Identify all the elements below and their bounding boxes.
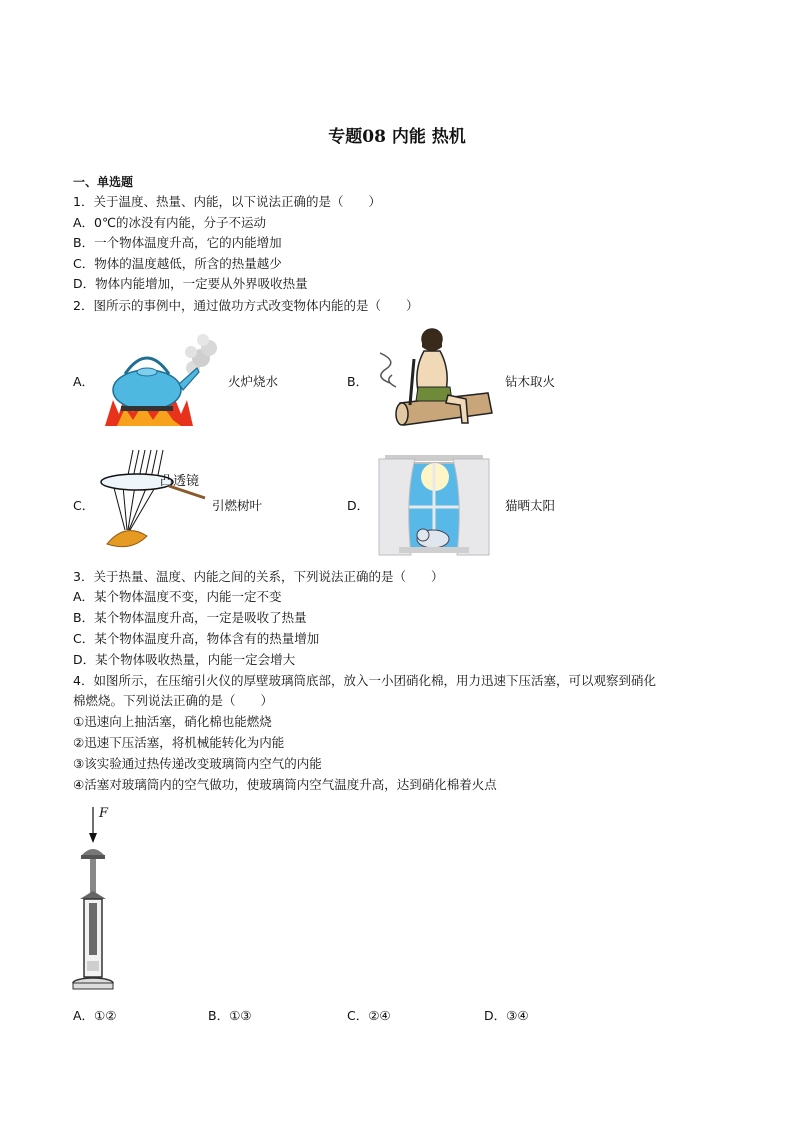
q3-option-a: A．某个物体温度不变，内能一定不变 — [73, 589, 282, 604]
base-icon — [73, 978, 113, 989]
glass-tube-icon — [80, 891, 106, 977]
q3-option-c: C．某个物体温度升高，物体含有的热量增加 — [73, 631, 320, 646]
steam-icon — [185, 334, 217, 375]
q4-statement-3: ③该实验通过热传递改变玻璃筒内空气的内能 — [73, 756, 322, 771]
q2-letter-a: A． — [73, 374, 95, 389]
lens-label: 凸透镜 — [160, 474, 200, 489]
smoke-icon — [380, 353, 396, 387]
q1-option-b: B．一个物体温度升高，它的内能增加 — [73, 235, 282, 250]
q2-caption-a: 火炉烧水 — [228, 374, 279, 389]
q1-option-a: A．0℃的冰没有内能，分子不运动 — [73, 215, 267, 230]
q2-letter-b: B． — [347, 374, 369, 389]
windowsill-icon — [399, 547, 469, 553]
page-title: 专题08 内能 热机 — [328, 127, 466, 147]
q4-statement-1: ①迅速向上抽活塞，硝化棉也能燃烧 — [73, 714, 272, 729]
q1-option-d: D．物体内能增加，一定要从外界吸收热量 — [73, 276, 308, 291]
q2-caption-c: 引燃树叶 — [212, 498, 263, 513]
q4-statement-2: ②迅速下压活塞，将机械能转化为内能 — [73, 735, 285, 750]
q4-answer-c: C．②④ — [347, 1008, 391, 1023]
q4-stem-line2: 棉燃烧。下列说法正确的是（ ） — [73, 693, 274, 708]
q2-letter-c: C． — [73, 498, 95, 513]
force-label: F — [99, 806, 109, 821]
q2-letter-d: D． — [347, 498, 370, 513]
nitrocellulose-icon — [87, 961, 99, 971]
q2-stem: 2．图所示的事例中，通过做功方式改变物体内能的是（ ） — [73, 298, 419, 313]
kettle-on-fire-figure — [95, 328, 227, 430]
q4-statement-4: ④活塞对玻璃筒内的空气做功，使玻璃筒内空气温度升高，达到硝化棉着火点 — [73, 777, 497, 792]
drill-stick-icon — [410, 359, 414, 405]
q4-answer-a: A．①② — [73, 1008, 117, 1023]
q2-caption-d: 猫晒太阳 — [505, 498, 556, 513]
section-heading: 一、单选题 — [73, 175, 134, 189]
drilling-wood-fire-figure — [370, 325, 498, 433]
magnifier-leaf-figure — [95, 448, 207, 554]
q2-caption-b: 钻木取火 — [505, 374, 556, 389]
fire-syringe-figure — [70, 803, 116, 995]
q1-option-c: C．物体的温度越低，所含的热量越少 — [73, 256, 282, 271]
q3-option-b: B．某个物体温度升高，一定是吸收了热量 — [73, 610, 307, 625]
q3-stem: 3．关于热量、温度、内能之间的关系，下列说法正确的是（ ） — [73, 569, 444, 584]
q4-answer-d: D．③④ — [484, 1008, 529, 1023]
cat-window-figure — [375, 447, 493, 559]
q1-stem: 1．关于温度、热量、内能，以下说法正确的是（ ） — [73, 194, 381, 209]
q3-option-d: D．某个物体吸收热量，内能一定会增大 — [73, 652, 296, 667]
q4-answer-b: B．①③ — [208, 1008, 252, 1023]
force-arrow-icon — [89, 807, 97, 843]
leaf-icon — [107, 531, 147, 547]
q4-stem-line1: 4．如图所示，在压缩引火仪的厚壁玻璃筒底部，放入一小团硝化棉，用力迅速下压活塞，可以观察到硝化 — [73, 673, 656, 688]
